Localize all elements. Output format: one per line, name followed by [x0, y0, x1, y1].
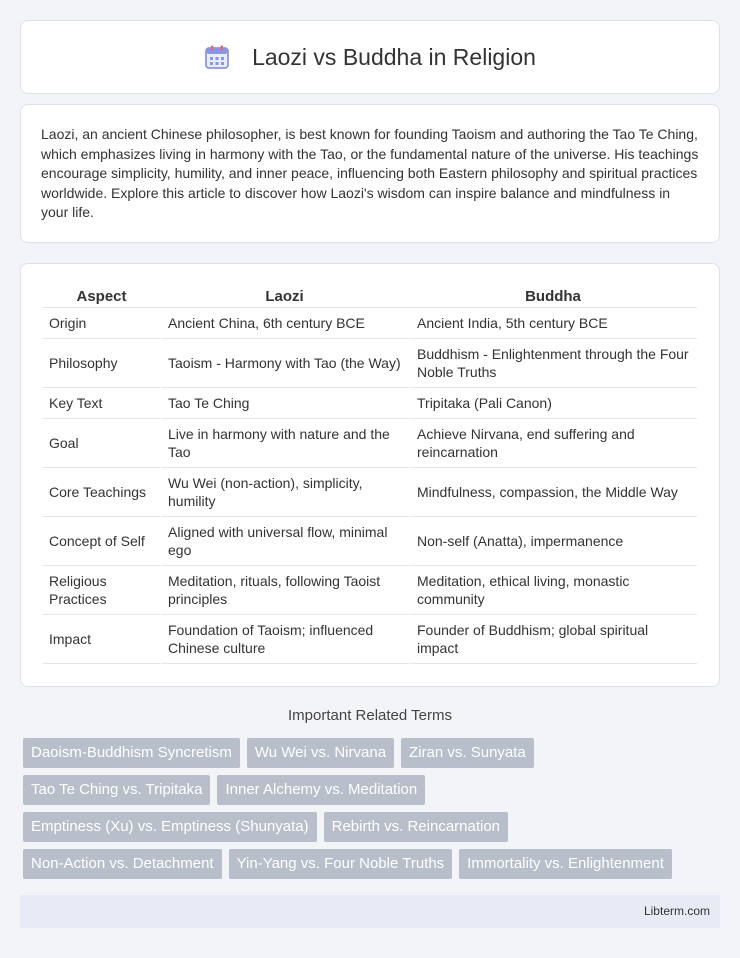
related-terms-title: Important Related Terms: [288, 707, 452, 724]
header-aspect: Aspect: [43, 286, 160, 308]
calendar-icon: [204, 44, 230, 70]
intro-card: [20, 104, 720, 243]
related-term-tag[interactable]: Non-Action vs. Detachment: [23, 849, 222, 879]
cell-buddha: Achieve Nirvana, end suffering and reincarnation: [409, 419, 697, 468]
cell-laozi: Ancient China, 6th century BCE: [160, 308, 409, 339]
header-buddha: Buddha: [409, 286, 697, 308]
related-term-tag[interactable]: Ziran vs. Sunyata: [401, 738, 534, 768]
header-card: [20, 20, 720, 94]
related-term-tag[interactable]: Daoism-Buddhism Syncretism: [23, 738, 240, 768]
related-term-tag[interactable]: Tao Te Ching vs. Tripitaka: [23, 775, 210, 805]
intro-text: Laozi, an ancient Chinese philosopher, is best known for founding Taoism and authoring the Tao Te Ching, which emphasizes living in harmony with the Tao, or the fundamental nature of the universe. His teachings encourage simplicity, humility, and inner peace, influencing both Eastern philosophy and spiritual practices worldwide. Explore this article to discover how Laozi's wisdom can inspire balance and mindfulness in your life.: [41, 126, 699, 220]
cell-aspect: Goal: [43, 419, 160, 468]
related-term-tag[interactable]: Yin-Yang vs. Four Noble Truths: [229, 849, 453, 879]
cell-aspect: Impact: [43, 615, 160, 664]
footer-brand-link[interactable]: Libterm.com: [643, 904, 710, 918]
comparison-table: [43, 286, 697, 664]
related-term-tag[interactable]: Wu Wei vs. Nirvana: [247, 738, 394, 768]
table-row: [43, 339, 697, 388]
table-row: [43, 419, 697, 468]
related-term-tag[interactable]: Immortality vs. Enlightenment: [459, 849, 672, 879]
table-row: [43, 388, 697, 419]
cell-laozi: Wu Wei (non-action), simplicity, humility: [160, 468, 409, 517]
tag-row: [23, 812, 723, 842]
cell-aspect: Key Text: [43, 388, 160, 419]
cell-buddha: Founder of Buddhism; global spiritual impact: [409, 615, 697, 664]
comparison-card: [20, 263, 720, 687]
related-terms-list: [23, 738, 723, 886]
table-row: [43, 468, 697, 517]
cell-aspect: Origin: [43, 308, 160, 339]
cell-laozi: Meditation, rituals, following Taoist principles: [160, 566, 409, 615]
cell-aspect: Religious Practices: [43, 566, 160, 615]
footer: [20, 895, 720, 928]
cell-buddha: Mindfulness, compassion, the Middle Way: [409, 468, 697, 517]
cell-laozi: Tao Te Ching: [160, 388, 409, 419]
header-laozi: Laozi: [160, 286, 409, 308]
cell-laozi: Taoism - Harmony with Tao (the Way): [160, 339, 409, 388]
cell-laozi: Aligned with universal flow, minimal ego: [160, 517, 409, 566]
cell-buddha: Buddhism - Enlightenment through the Four Noble Truths: [409, 339, 697, 388]
table-row: [43, 517, 697, 566]
related-term-tag[interactable]: Inner Alchemy vs. Meditation: [217, 775, 425, 805]
related-term-tag[interactable]: Emptiness (Xu) vs. Emptiness (Shunyata): [23, 812, 317, 842]
table-row: [43, 615, 697, 664]
page-title: Laozi vs Buddha in Religion: [252, 43, 536, 70]
cell-buddha: Ancient India, 5th century BCE: [409, 308, 697, 339]
cell-aspect: Philosophy: [43, 339, 160, 388]
tag-row: [23, 849, 723, 879]
cell-laozi: Live in harmony with nature and the Tao: [160, 419, 409, 468]
cell-aspect: Concept of Self: [43, 517, 160, 566]
related-term-tag[interactable]: Rebirth vs. Reincarnation: [324, 812, 508, 842]
cell-buddha: Non-self (Anatta), impermanence: [409, 517, 697, 566]
table-row: [43, 566, 697, 615]
cell-buddha: Tripitaka (Pali Canon): [409, 388, 697, 419]
table-row: [43, 308, 697, 339]
cell-buddha: Meditation, ethical living, monastic community: [409, 566, 697, 615]
tag-row: [23, 775, 723, 805]
cell-laozi: Foundation of Taoism; influenced Chinese culture: [160, 615, 409, 664]
cell-aspect: Core Teachings: [43, 468, 160, 517]
tag-row: [23, 738, 723, 768]
